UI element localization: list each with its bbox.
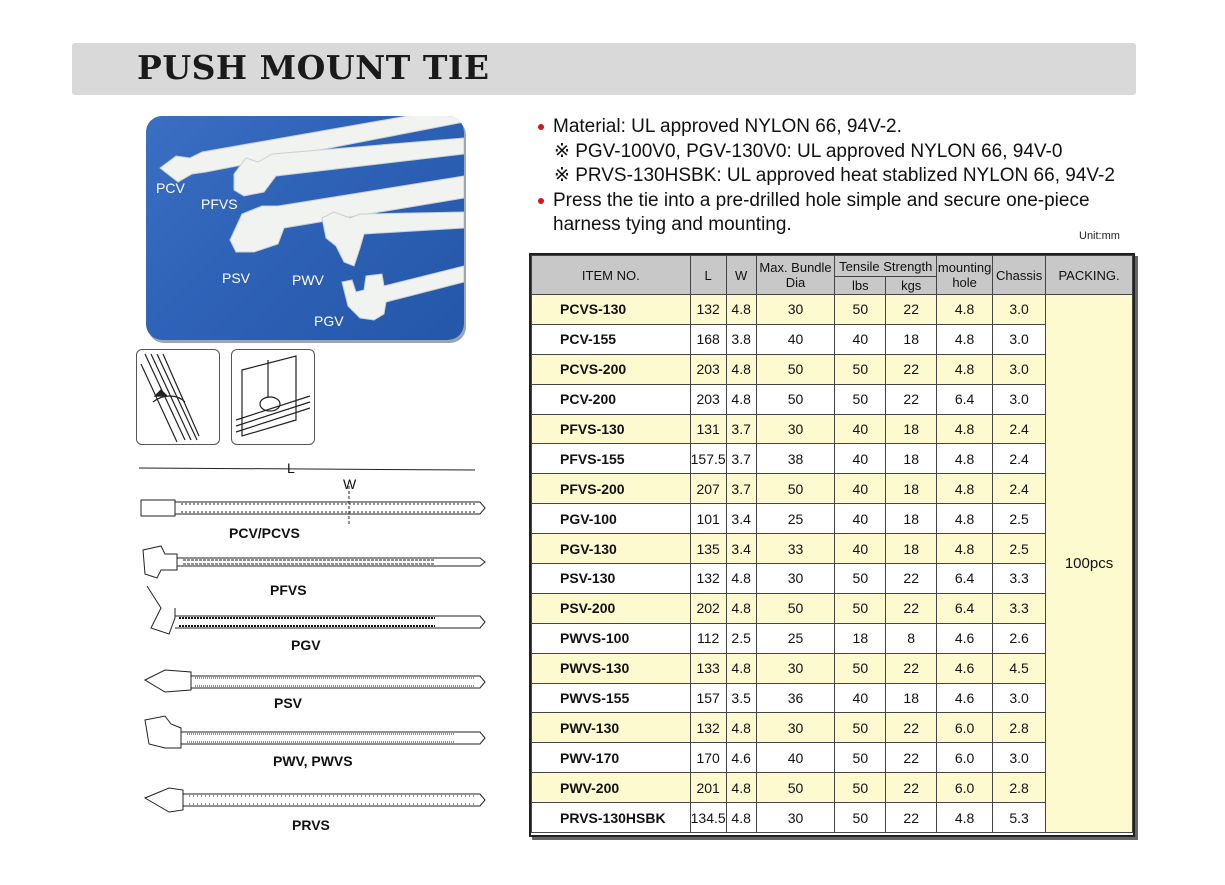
item-no-cell: PSV-200 <box>532 593 691 623</box>
table-cell: 50 <box>835 384 886 414</box>
table-cell: 2.8 <box>993 713 1046 743</box>
table-row <box>532 713 1133 743</box>
bullet-dot <box>538 198 544 204</box>
table-cell: 22 <box>886 803 937 833</box>
table-row <box>532 384 1133 414</box>
table-cell: 2.4 <box>993 444 1046 474</box>
table-cell: 4.8 <box>937 534 993 564</box>
item-no-cell: PFVS-130 <box>532 414 691 444</box>
photo-label-psv: PSV <box>222 270 251 286</box>
table-cell: 4.8 <box>726 564 756 594</box>
table-cell: 25 <box>756 623 835 653</box>
dimension-label-w: W <box>343 476 357 492</box>
table-cell: 18 <box>886 414 937 444</box>
table-cell: 50 <box>835 653 886 683</box>
page-title: PUSH MOUNT TIE <box>137 48 490 87</box>
table-cell: 4.6 <box>726 743 756 773</box>
table-cell: 2.8 <box>993 773 1046 803</box>
table-cell: 25 <box>756 504 835 534</box>
item-no-cell: PCV-200 <box>532 384 691 414</box>
table-cell: 18 <box>886 683 937 713</box>
material-bullet: Material: UL approved NYLON 66, 94V-2. <box>540 115 1115 140</box>
table-cell: 50 <box>835 295 886 325</box>
table-cell: 4.8 <box>937 354 993 384</box>
table-cell: 50 <box>835 773 886 803</box>
press-bullet-cont: harness tying and mounting. <box>553 214 792 235</box>
table-row <box>532 593 1133 623</box>
table-cell: 3.7 <box>726 414 756 444</box>
application-sketch-panel <box>231 349 315 445</box>
header-chassis: Chassis <box>993 256 1046 295</box>
table-cell: 6.4 <box>937 384 993 414</box>
table-cell: 30 <box>756 564 835 594</box>
item-no-cell: PFVS-155 <box>532 444 691 474</box>
table-cell: 30 <box>756 803 835 833</box>
table-cell: 132 <box>690 564 726 594</box>
table-cell: 4.8 <box>937 474 993 504</box>
table-cell: 2.5 <box>993 504 1046 534</box>
table-cell: 3.5 <box>726 683 756 713</box>
table-row <box>532 414 1133 444</box>
table-row <box>532 683 1133 713</box>
drawing-label-psv: PSV <box>274 695 303 711</box>
photo-label-pwv: PWV <box>292 272 324 288</box>
table-cell: 157 <box>690 683 726 713</box>
table-cell: 132 <box>690 713 726 743</box>
table-cell: 50 <box>835 743 886 773</box>
bullet-dot <box>538 124 544 130</box>
table-cell: 22 <box>886 593 937 623</box>
table-cell: 50 <box>756 354 835 384</box>
table-cell: 22 <box>886 384 937 414</box>
table-row <box>532 743 1133 773</box>
table-cell: 4.8 <box>726 354 756 384</box>
table-cell: 6.4 <box>937 564 993 594</box>
table-cell: 3.3 <box>993 593 1046 623</box>
table-cell: 4.8 <box>937 295 993 325</box>
table-cell: 22 <box>886 773 937 803</box>
table-cell: 168 <box>690 324 726 354</box>
table-row <box>532 653 1133 683</box>
drawing-label-pwv-pwvs: PWV, PWVS <box>273 753 353 769</box>
header-kgs: kgs <box>886 277 937 295</box>
item-no-cell: PRVS-130HSBK <box>532 803 691 833</box>
table-cell: 50 <box>835 713 886 743</box>
photo-label-pfvs: PFVS <box>201 196 238 212</box>
table-cell: 3.0 <box>993 743 1046 773</box>
table-cell: 50 <box>835 354 886 384</box>
header-packing: PACKING. <box>1046 256 1133 295</box>
table-cell: 50 <box>835 564 886 594</box>
table-cell: 2.4 <box>993 414 1046 444</box>
product-photo-graphic <box>146 116 464 340</box>
table-cell: 50 <box>756 773 835 803</box>
header-tensile: Tensile Strength <box>835 256 937 277</box>
header-bundle: Max. Bundle Dia <box>756 256 835 295</box>
table-cell: 2.4 <box>993 474 1046 504</box>
item-no-cell: PCVS-130 <box>532 295 691 325</box>
table-cell: 40 <box>835 324 886 354</box>
table-cell: 3.7 <box>726 444 756 474</box>
packing-cell: 100pcs <box>1046 295 1133 833</box>
table-row <box>532 474 1133 504</box>
table-cell: 4.8 <box>726 803 756 833</box>
table-cell: 201 <box>690 773 726 803</box>
item-no-cell: PFVS-200 <box>532 474 691 504</box>
table-cell: 50 <box>756 474 835 504</box>
item-no-cell: PWV-130 <box>532 713 691 743</box>
item-no-cell: PWVS-130 <box>532 653 691 683</box>
table-cell: 4.8 <box>937 803 993 833</box>
table-cell: 3.8 <box>726 324 756 354</box>
item-no-cell: PSV-130 <box>532 564 691 594</box>
tie-drawing-graphic <box>135 458 490 848</box>
table-cell: 18 <box>886 444 937 474</box>
table-cell: 22 <box>886 564 937 594</box>
item-no-cell: PGV-100 <box>532 504 691 534</box>
table-cell: 22 <box>886 354 937 384</box>
table-cell: 203 <box>690 354 726 384</box>
table-cell: 22 <box>886 295 937 325</box>
table-cell: 18 <box>886 474 937 504</box>
header-item-no: ITEM NO. <box>532 256 691 295</box>
table-cell: 18 <box>835 623 886 653</box>
table-cell: 3.0 <box>993 683 1046 713</box>
press-bullet: Press the tie into a pre-drilled hole simple and secure one-piece <box>540 189 1115 214</box>
table-cell: 3.4 <box>726 504 756 534</box>
item-no-cell: PWVS-155 <box>532 683 691 713</box>
table-cell: 4.8 <box>726 653 756 683</box>
item-no-cell: PGV-130 <box>532 534 691 564</box>
header-hole: mounting hole <box>937 256 993 295</box>
table-cell: 202 <box>690 593 726 623</box>
table-cell: 4.8 <box>937 504 993 534</box>
product-photo <box>146 116 464 340</box>
table-cell: 22 <box>886 653 937 683</box>
table-cell: 18 <box>886 324 937 354</box>
table-cell: 4.8 <box>726 713 756 743</box>
drawing-label-prvs: PRVS <box>292 817 330 833</box>
table-cell: 203 <box>690 384 726 414</box>
table-cell: 4.8 <box>726 384 756 414</box>
table-cell: 3.0 <box>993 324 1046 354</box>
table-cell: 40 <box>835 474 886 504</box>
spec-table <box>529 253 1135 837</box>
table-cell: 4.6 <box>937 653 993 683</box>
table-row <box>532 444 1133 474</box>
table-cell: 135 <box>690 534 726 564</box>
table-cell: 4.8 <box>937 414 993 444</box>
table-cell: 3.0 <box>993 354 1046 384</box>
table-cell: 4.6 <box>937 623 993 653</box>
table-cell: 134.5 <box>690 803 726 833</box>
item-no-cell: PCV-155 <box>532 324 691 354</box>
table-cell: 6.0 <box>937 773 993 803</box>
drawing-label-pgv: PGV <box>291 637 321 653</box>
header-w: W <box>726 256 756 295</box>
table-cell: 40 <box>835 414 886 444</box>
dimension-label-l: L <box>287 460 295 476</box>
table-row <box>532 803 1133 833</box>
table-cell: 133 <box>690 653 726 683</box>
table-cell: 5.3 <box>993 803 1046 833</box>
table-cell: 131 <box>690 414 726 444</box>
table-cell: 3.4 <box>726 534 756 564</box>
table-cell: 132 <box>690 295 726 325</box>
table-row <box>532 504 1133 534</box>
table-cell: 50 <box>756 593 835 623</box>
photo-label-pgv: PGV <box>314 313 344 329</box>
table-cell: 18 <box>886 504 937 534</box>
table-cell: 33 <box>756 534 835 564</box>
table-cell: 40 <box>835 504 886 534</box>
table-cell: 2.6 <box>993 623 1046 653</box>
table-cell: 36 <box>756 683 835 713</box>
feature-list <box>540 115 1115 238</box>
item-no-cell: PWVS-100 <box>532 623 691 653</box>
table-row <box>532 354 1133 384</box>
table-cell: 30 <box>756 653 835 683</box>
table-cell: 4.8 <box>726 773 756 803</box>
table-cell: 50 <box>835 593 886 623</box>
table-row <box>532 773 1133 803</box>
unit-label: Unit:mm <box>1079 230 1120 242</box>
header-lbs: lbs <box>835 277 886 295</box>
table-cell: 38 <box>756 444 835 474</box>
table-row <box>532 623 1133 653</box>
table-cell: 8 <box>886 623 937 653</box>
table-cell: 6.0 <box>937 743 993 773</box>
table-cell: 6.0 <box>937 713 993 743</box>
item-no-cell: PWV-200 <box>532 773 691 803</box>
table-cell: 3.0 <box>993 384 1046 414</box>
drawing-label-pcv-pcvs: PCV/PCVS <box>229 525 300 541</box>
table-cell: 22 <box>886 713 937 743</box>
table-cell: 4.8 <box>726 295 756 325</box>
table-row <box>532 295 1133 325</box>
table-cell: 40 <box>835 534 886 564</box>
table-cell: 22 <box>886 743 937 773</box>
table-cell: 4.5 <box>993 653 1046 683</box>
table-cell: 30 <box>756 713 835 743</box>
table-cell: 40 <box>835 683 886 713</box>
photo-label-pcv: PCV <box>156 180 185 196</box>
table-row <box>532 564 1133 594</box>
table-cell: 170 <box>690 743 726 773</box>
item-no-cell: PWV-170 <box>532 743 691 773</box>
drawing-label-pfvs: PFVS <box>270 582 307 598</box>
table-cell: 4.8 <box>937 324 993 354</box>
table-cell: 4.8 <box>726 593 756 623</box>
table-cell: 6.4 <box>937 593 993 623</box>
table-cell: 3.7 <box>726 474 756 504</box>
table-cell: 157.5 <box>690 444 726 474</box>
material-note-2: ※ PRVS-130HSBK: UL approved heat stablized NYLON 66, 94V-2 <box>554 165 1115 186</box>
table-cell: 50 <box>835 803 886 833</box>
application-sketch-bundle <box>136 349 220 445</box>
table-cell: 50 <box>756 384 835 414</box>
table-row <box>532 534 1133 564</box>
table-row <box>532 324 1133 354</box>
table-cell: 40 <box>756 324 835 354</box>
table-cell: 2.5 <box>993 534 1046 564</box>
table-cell: 30 <box>756 295 835 325</box>
table-cell: 3.0 <box>993 295 1046 325</box>
header-l: L <box>690 256 726 295</box>
table-cell: 40 <box>835 444 886 474</box>
table-cell: 40 <box>756 743 835 773</box>
table-cell: 30 <box>756 414 835 444</box>
table-cell: 18 <box>886 534 937 564</box>
item-no-cell: PCVS-200 <box>532 354 691 384</box>
table-cell: 101 <box>690 504 726 534</box>
spec-table-grid <box>531 255 1133 833</box>
table-cell: 3.3 <box>993 564 1046 594</box>
table-cell: 2.5 <box>726 623 756 653</box>
material-note-1: ※ PGV-100V0, PGV-130V0: UL approved NYLON 66, 94V-0 <box>554 140 1063 162</box>
table-cell: 4.6 <box>937 683 993 713</box>
table-cell: 4.8 <box>937 444 993 474</box>
table-cell: 112 <box>690 623 726 653</box>
table-cell: 207 <box>690 474 726 504</box>
